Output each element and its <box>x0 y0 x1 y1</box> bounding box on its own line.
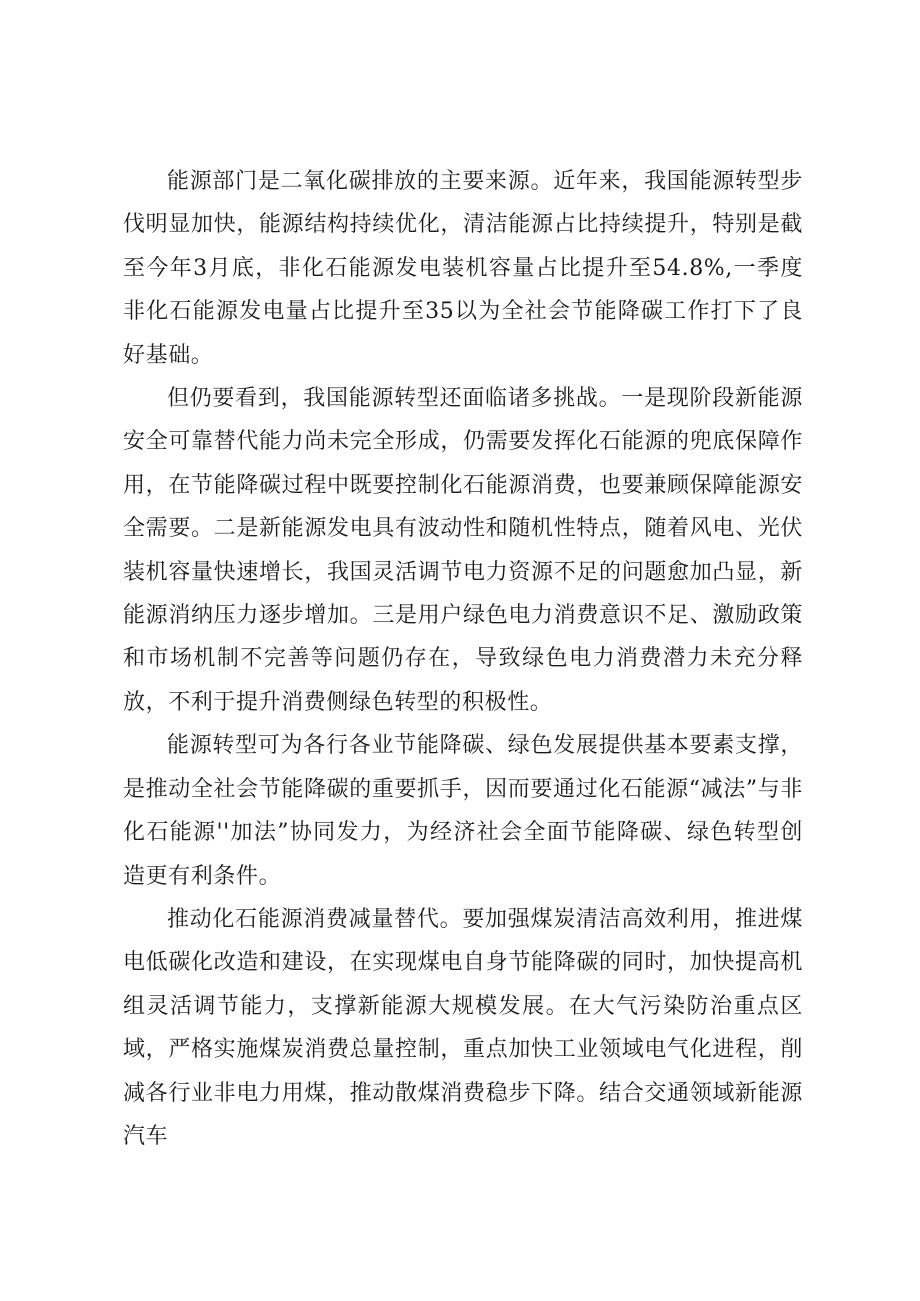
paragraph-2: 但仍要看到，我国能源转型还面临诸多挑战。一是现阶段新能源安全可靠替代能力尚未完全形成，仍需要发挥化石能源的兜底保障作用，在节能降碳过程中既要控制化石能源消费，也要兼顾保障能源安全需要。二是新能源发电具有波动性和随机性特点，随着风电、光伏装机容量快速增长，我国灵活调节电力资源不足的问题愈加凸显，新能源消纳压力逐步增加。三是用户绿色电力消费意识不足、激励政策和市场机制不完善等问题仍存在，导致绿色电力消费潜力未充分释放，不利于提升消费侧绿色转型的积极性。 <box>123 386 803 715</box>
paragraph-4: 推动化石能源消费减量替代。要加强煤炭清洁高效利用，推进煤电低碳化改造和建设，在实现煤电自身节能降碳的同时，加快提高机组灵活调节能力，支撑新能源大规模发展。在大气污染防治重点区域，严格实施煤炭消费总量控制，重点加快工业领域电气化进程，削减各行业非电力用煤，推动散煤消费稳步下降。结合交通领域新能源汽车 <box>123 906 803 1149</box>
document-body <box>123 160 803 1158</box>
paragraph-1: 能源部门是二氧化碳排放的主要来源。近年来，我国能源转型步伐明显加快，能源结构持续优化，清洁能源占比持续提升，特别是截至今年3月底，非化石能源发电装机容量占比提升至54.8%,一季度非化石能源发电量占比提升至35以为全社会节能降碳工作打下了良好基础。 <box>123 169 803 368</box>
paragraph-3: 能源转型可为各行各业节能降碳、绿色发展提供基本要素支撑，是推动全社会节能降碳的重要抓手，因而要通过化石能源“减法”与非化石能源''加法”协同发力，为经济社会全面节能降碳、绿色转型创造更有利条件。 <box>123 733 803 889</box>
